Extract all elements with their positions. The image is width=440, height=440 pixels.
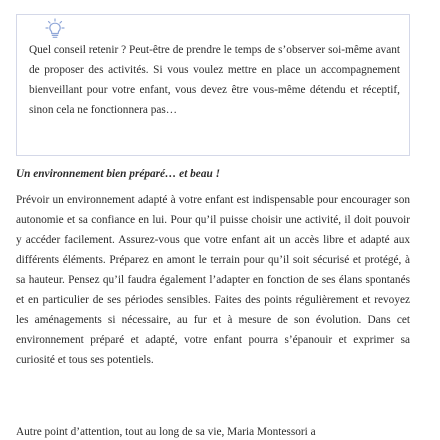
body-paragraph: Autre point d’attention, tout au long de sa vie, Maria Montessori a (16, 426, 316, 438)
lightbulb-icon (44, 18, 66, 40)
body-paragraph: Prévoir un environnement adapté à votre enfant est indispensable pour encourager son autonomie et sa confiance en lui. Pour qu’il puisse choisir une activité, il doit pouvoir y accéder facilement. Assurez-vous que votre enfant ait un accès libre et adapté aux différents éléments. Préparez en amont le terrain pour qu’il soit sécurisé et protégé, à sa hauteur. Pensez qu’il faudra également l’adapter en fonction de ses élans spontanés et en particulier de ses périodes sensibles. Faites des points régulièrement et revoyez les aménagements si nécessaire, au fur et à mesure de son évolution. Dans cet environnement préparé et adapté, votre enfant pourra s’épanouir et exprimer sa curiosité et tous ses potentiels. (16, 194, 410, 366)
section-heading: Un environnement bien préparé… et beau ! (16, 168, 220, 180)
tip-text: Quel conseil retenir ? Peut-être de prendre le temps de s’observer soi-même avant de proposer des activités. Si vous voulez mettre en place un accompagnement bienveillant pour votre enfant, vous devez être vous-même détendu et réceptif, sinon cela ne fonctionnera pas… (29, 44, 400, 116)
tip-box (16, 14, 410, 156)
